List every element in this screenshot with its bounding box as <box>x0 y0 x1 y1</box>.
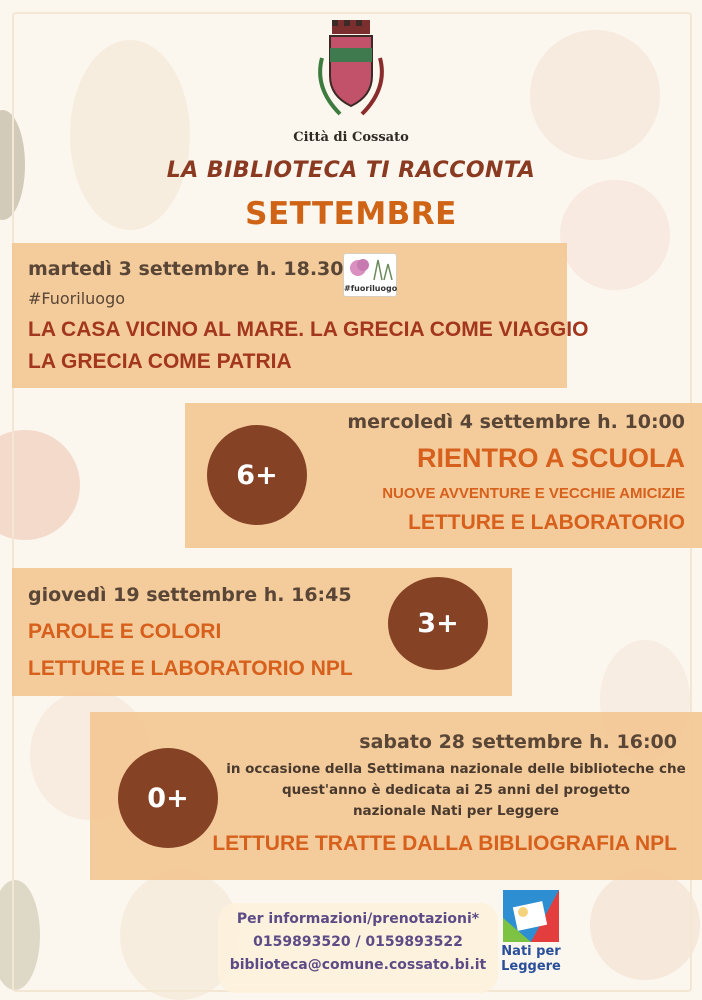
event-date: sabato 28 settembre h. 16:00 <box>359 731 677 753</box>
event-date: mercoledì 4 settembre h. 10:00 <box>347 411 685 433</box>
event-description-line1: in occasione della Settimana nazionale delle biblioteche che <box>226 761 686 777</box>
event-description-line3: nazionale Nati per Leggere <box>352 803 560 819</box>
contact-email[interactable]: biblioteca@comune.cossato.bi.it <box>229 957 487 973</box>
contact-phones[interactable]: 0159893520 / 0159893522 <box>253 934 463 950</box>
event-date: giovedì 19 settembre h. 16:45 <box>28 584 352 606</box>
nati-per-leggere-logo <box>501 888 561 984</box>
fuoriluogo-icon <box>344 254 396 284</box>
page-title: LA BIBLIOTECA TI RACCONTA <box>166 158 536 183</box>
logo-text-line2: Leggere <box>501 959 561 974</box>
event-title-line1: LA CASA VICINO AL MARE. LA GRECIA COME VIAGGIO <box>28 318 589 341</box>
contact-label: Per informazioni/prenotazioni* <box>236 911 480 927</box>
event-activity: LETTURE E LABORATORIO NPL <box>28 657 353 680</box>
fuoriluogo-logo <box>343 253 397 297</box>
month-title: SETTEMBRE <box>245 196 457 232</box>
event-title: PAROLE E COLORI <box>28 620 222 643</box>
event-description-line2: quest'anno è dedicata ai 25 anni del progetto <box>281 782 631 798</box>
event-subtitle: NUOVE AVVENTURE E VECCHIE AMICIZIE <box>382 485 685 502</box>
age-badge: 6+ <box>207 425 307 525</box>
event-title: RIENTRO A SCUOLA <box>417 443 685 473</box>
age-badge: 0+ <box>118 748 218 848</box>
event-tag: #Fuoriluogo <box>28 289 126 308</box>
nati-per-leggere-icon <box>501 888 561 944</box>
city-name: Città di Cossato <box>293 130 409 145</box>
event-title-line2: LA GRECIA COME PATRIA <box>28 350 292 373</box>
city-crest-icon <box>308 18 394 126</box>
event-activity: LETTURE TRATTE DALLA BIBLIOGRAFIA NPL <box>212 832 677 855</box>
age-badge: 3+ <box>388 577 488 670</box>
event-date: martedì 3 settembre h. 18.30 <box>28 258 344 280</box>
event-activity: LETTURE E LABORATORIO <box>408 511 685 534</box>
fuoriluogo-logo-text: #fuoriluogo <box>344 284 398 293</box>
logo-text-line1: Nati per <box>501 944 561 959</box>
